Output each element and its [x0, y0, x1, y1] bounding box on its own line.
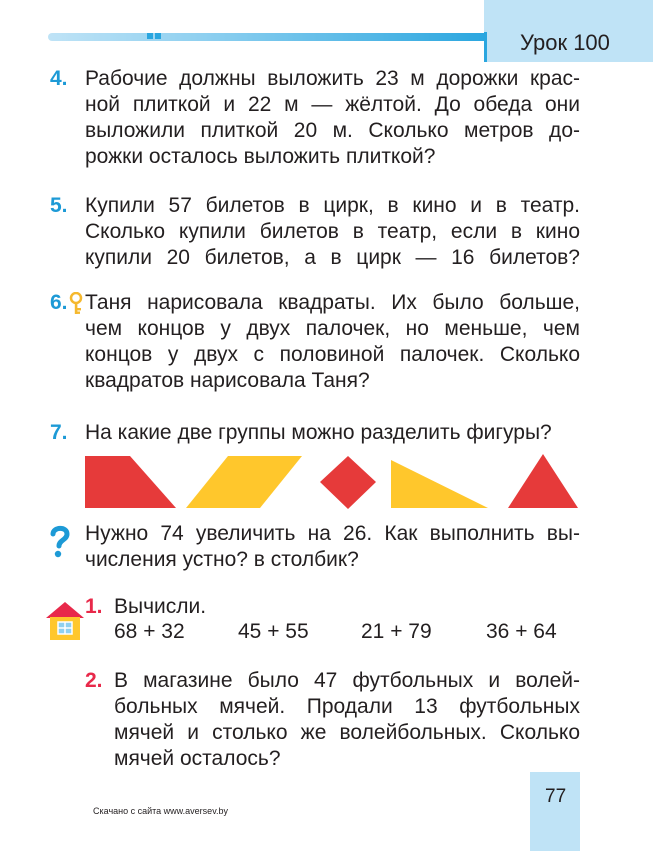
expression: 36 + 64 [486, 620, 557, 643]
task-line: В магазине было 47 футбольных и волей- [114, 669, 580, 692]
task-line: выложили плиткой 20 м. Сколько метров до- [85, 119, 580, 142]
house-icon [44, 600, 86, 642]
header-stripe [48, 33, 488, 41]
task-line: больных мячей. Продали 13 футбольных [114, 695, 580, 718]
task-line: Нужно 74 увеличить на 26. Как выполнить вы- [85, 522, 580, 545]
task-number: 5. [50, 194, 68, 217]
lesson-tab-accent [484, 32, 487, 62]
red-square [320, 456, 376, 509]
task-line: На какие две группы можно разделить фигуры? [85, 421, 552, 444]
key-icon [68, 292, 84, 316]
task-line: Сколько купили билетов в театр, если в кино [85, 220, 580, 243]
task-line: Рабочие должны выложить 23 м дорожки крас- [85, 67, 580, 90]
task-line: купили 20 билетов, а в цирк — 16 билетов? [85, 246, 580, 269]
red-trapezoid [85, 456, 176, 508]
task-line: ной плиткой и 22 м — жёлтой. До обеда они [85, 93, 580, 116]
task-line: концов у двух с половиной палочек. Сколько [85, 343, 580, 366]
expression: 68 + 32 [114, 620, 185, 643]
task-line: мячей осталось? [114, 747, 281, 770]
download-note: Скачано с сайта www.aversev.by [93, 806, 229, 816]
red-triangle [508, 454, 578, 508]
figures-row [80, 450, 580, 512]
task-line: Вычисли. [114, 595, 207, 618]
yellow-parallelogram [186, 456, 302, 508]
page-number-tab [530, 772, 580, 851]
task-number: 4. [50, 67, 68, 90]
task-line: чем концов у двух палочек, но меньше, чем [85, 317, 580, 340]
expression: 45 + 55 [238, 620, 309, 643]
task-number: 1. [85, 595, 103, 618]
task-line: мячей и столько же волейбольных. Сколько [114, 721, 580, 744]
task-number: 7. [50, 421, 68, 444]
task-line: Таня нарисовала квадраты. Их было больше, [85, 291, 580, 314]
task-line: числения устно? в столбик? [85, 548, 359, 571]
header-dot [147, 33, 153, 39]
lesson-title: Урок 100 [520, 30, 610, 55]
yellow-triangle [391, 460, 488, 508]
task-line: рожки осталось выложить плиткой? [85, 145, 436, 168]
page-number: 77 [545, 786, 567, 807]
task-number: 6. [50, 291, 68, 314]
header-dot [155, 33, 161, 39]
task-line: Купили 57 билетов в цирк, в кино и в театр. [85, 194, 580, 217]
task-number: 2. [85, 669, 103, 692]
expression: 21 + 79 [361, 620, 432, 643]
question-icon [47, 524, 71, 560]
task-line: квадратов нарисовала Таня? [85, 369, 370, 392]
